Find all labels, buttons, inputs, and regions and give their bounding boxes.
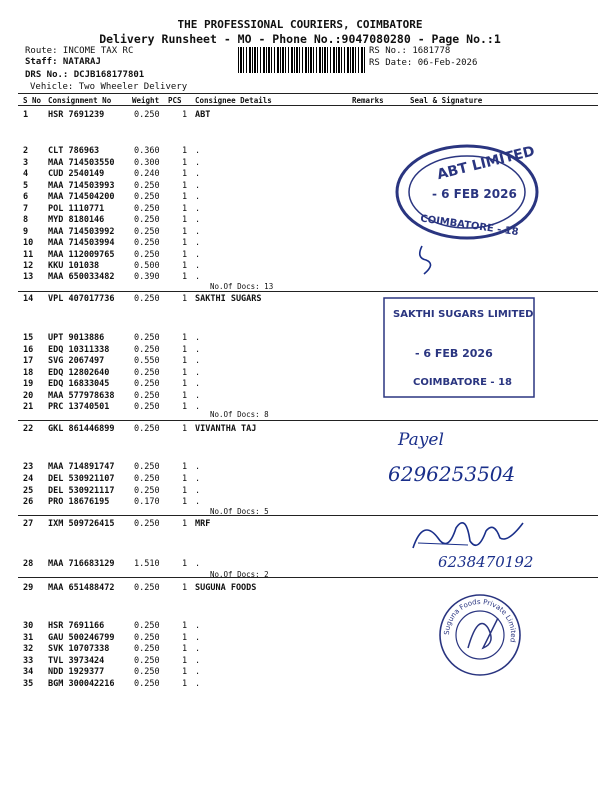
row-pcs: 1 [182,250,188,260]
row-weight: 0.250 [134,204,160,214]
row-consignment-no: DEL 530921117 [48,486,115,496]
row-consignment-no: MAA 714503550 [48,158,115,168]
row-consignment-no: KKU 101038 [48,261,100,271]
row-consignment-no: MAA 714503993 [48,181,115,191]
suguna-seal-ring-text: Suguna Foods Private Limited [442,597,518,643]
doc-count: No.Of Docs: 5 [210,507,269,516]
row-weight: 0.250 [134,192,160,202]
row-pcs: 1 [182,204,188,214]
row-consignment-no: MAA 714504200 [48,192,115,202]
row-pcs: 1 [182,192,188,202]
row-consignment-no: MAA 112009765 [48,250,115,260]
abt-stamp-name: ABT LIMITED [435,143,537,184]
row-weight: 0.250 [134,294,160,304]
row-pcs: 1 [182,559,188,569]
row-sno: 14 [23,294,34,304]
row-consignee: . [195,486,201,496]
row-consignee: . [195,667,201,677]
row-sno: 16 [23,345,34,355]
row-pcs: 1 [182,294,188,304]
row-weight: 0.360 [134,146,160,156]
row-sno: 28 [23,559,34,569]
row-consignment-no: CUD 2540149 [48,169,105,179]
row-weight: 0.250 [134,667,160,677]
handwritten-phone-mrf: 6238470192 [438,553,534,571]
row-weight: 0.550 [134,356,160,366]
row-weight: 0.250 [134,368,160,378]
col-sno: S No [23,96,42,105]
row-sno: 2 [23,146,29,156]
row-pcs: 1 [182,169,188,179]
row-weight: 0.250 [134,227,160,237]
col-seal: Seal & Signature [410,96,483,105]
row-pcs: 1 [182,621,188,631]
row-consignment-no: DEL 530921107 [48,474,115,484]
header-rule-top [18,93,598,94]
row-consignee: VIVANTHA TAJ [195,424,257,434]
row-consignment-no: MAA 716683129 [48,559,115,569]
row-consignment-no: EDQ 16833045 [48,379,110,389]
sakthi-sugars-stamp [383,297,535,398]
row-consignee: ABT [195,110,211,120]
row-consignment-no: MAA 650033482 [48,272,115,282]
row-consignee: . [195,379,201,389]
col-consignee: Consignee Details [195,96,272,105]
row-pcs: 1 [182,583,188,593]
col-weight: Weight [132,96,160,105]
row-pcs: 1 [182,215,188,225]
row-consignee: . [195,679,201,689]
sakthi-stamp-city: COIMBATORE - 18 [413,377,512,388]
row-consignee: . [195,169,201,179]
vehicle-label: Vehicle: Two Wheeler Delivery [30,82,188,92]
row-consignment-no: NDD 1929377 [48,667,105,677]
row-weight: 0.250 [134,519,160,529]
row-pcs: 1 [182,227,188,237]
row-pcs: 1 [182,158,188,168]
row-pcs: 1 [182,333,188,343]
row-pcs: 1 [182,345,188,355]
row-weight: 0.250 [134,379,160,389]
row-sno: 10 [23,238,34,248]
row-pcs: 1 [182,519,188,529]
row-consignment-no: MAA 577978638 [48,391,115,401]
col-pcs: PCS [168,96,182,105]
row-sno: 15 [23,333,34,343]
row-sno: 8 [23,215,29,225]
row-weight: 0.250 [134,424,160,434]
row-consignment-no: GAU 500246799 [48,633,115,643]
row-sno: 20 [23,391,34,401]
row-consignee: . [195,146,201,156]
row-pcs: 1 [182,272,188,282]
rs-number: RS No.: 1681778 [369,46,451,56]
row-sno: 7 [23,204,29,214]
row-weight: 0.250 [134,474,160,484]
row-weight: 0.250 [134,486,160,496]
row-sno: 18 [23,368,34,378]
row-sno: 35 [23,679,34,689]
row-consignee: . [195,158,201,168]
row-consignment-no: UPT 9013886 [48,333,105,343]
sakthi-stamp-date: - 6 FEB 2026 [415,347,493,360]
col-consignment: Consignment No [48,96,112,105]
doc-count: No.Of Docs: 2 [210,570,269,579]
row-pcs: 1 [182,462,188,472]
abt-stamp-city: COIMBATORE - 18 [419,213,520,239]
row-sno: 21 [23,402,34,412]
runsheet-title: THE PROFESSIONAL COURIERS, COIMBATORE [177,18,423,31]
row-sno: 11 [23,250,34,260]
row-consignee: . [195,261,201,271]
row-consignee: . [195,181,201,191]
row-weight: 0.250 [134,110,160,120]
row-consignee: . [195,215,201,225]
barcode [238,47,366,73]
row-weight: 0.250 [134,633,160,643]
row-pcs: 1 [182,181,188,191]
row-consignment-no: BGM 300042216 [48,679,115,689]
row-sno: 5 [23,181,29,191]
row-pcs: 1 [182,356,188,366]
row-consignee: . [195,356,201,366]
row-weight: 0.170 [134,497,160,507]
row-pcs: 1 [182,474,188,484]
row-weight: 0.250 [134,402,160,412]
row-pcs: 1 [182,679,188,689]
row-sno: 33 [23,656,34,666]
row-pcs: 1 [182,238,188,248]
doc-count: No.Of Docs: 13 [210,282,274,291]
row-sno: 24 [23,474,34,484]
row-consignee: . [195,656,201,666]
row-weight: 0.240 [134,169,160,179]
row-consignee: . [195,345,201,355]
row-consignment-no: SVG 2067497 [48,356,105,366]
row-sno: 23 [23,462,34,472]
row-weight: 0.250 [134,621,160,631]
row-weight: 0.250 [134,345,160,355]
staff-label: Staff: NATARAJ [25,57,101,67]
row-consignment-no: GKL 861446899 [48,424,115,434]
row-consignment-no: MAA 651488472 [48,583,115,593]
row-weight: 0.250 [134,391,160,401]
drs-number: DRS No.: DCJB168177801 [25,70,145,80]
row-pcs: 1 [182,110,188,120]
row-consignee: . [195,391,201,401]
row-pcs: 1 [182,644,188,654]
row-consignment-no: PRO 18676195 [48,497,110,507]
row-sno: 19 [23,379,34,389]
row-pcs: 1 [182,497,188,507]
row-consignment-no: MAA 714891747 [48,462,115,472]
row-consignment-no: CLT 786963 [48,146,100,156]
row-sno: 25 [23,486,34,496]
row-pcs: 1 [182,379,188,389]
row-consignee: . [195,333,201,343]
row-consignment-no: TVL 3973424 [48,656,105,666]
row-pcs: 1 [182,633,188,643]
rs-date: RS Date: 06-Feb-2026 [369,58,478,68]
row-consignment-no: POL 1110771 [48,204,105,214]
signature-mark-abt [414,240,454,280]
row-weight: 0.250 [134,583,160,593]
row-consignee: . [195,644,201,654]
row-consignee: . [195,192,201,202]
row-weight: 0.300 [134,158,160,168]
row-consignee: . [195,227,201,237]
row-consignee: SAKTHI SUGARS [195,294,262,304]
row-consignment-no: MAA 714503994 [48,238,115,248]
row-consignment-no: MAA 714503992 [48,227,115,237]
handwritten-name: Payel [398,430,444,450]
row-sno: 31 [23,633,34,643]
row-weight: 0.250 [134,215,160,225]
row-pcs: 1 [182,486,188,496]
row-pcs: 1 [182,424,188,434]
row-consignee: . [195,474,201,484]
row-consignment-no: MYD 8180146 [48,215,105,225]
doc-count: No.Of Docs: 8 [210,410,269,419]
row-pcs: 1 [182,391,188,401]
signature-mrf [408,513,528,558]
row-sno: 30 [23,621,34,631]
row-weight: 0.250 [134,656,160,666]
col-remarks: Remarks [352,96,384,105]
row-weight: 0.250 [134,462,160,472]
row-consignment-no: SVK 10707338 [48,644,110,654]
row-weight: 0.390 [134,272,160,282]
row-consignee: . [195,497,201,507]
row-pcs: 1 [182,261,188,271]
row-consignment-no: HSR 7691166 [48,621,105,631]
row-sno: 13 [23,272,34,282]
row-sno: 17 [23,356,34,366]
row-sno: 6 [23,192,29,202]
row-consignee: . [195,250,201,260]
row-consignment-no: EDQ 10311338 [48,345,110,355]
row-pcs: 1 [182,402,188,412]
row-weight: 0.250 [134,679,160,689]
row-weight: 0.500 [134,261,160,271]
row-consignee: SUGUNA FOODS [195,583,257,593]
row-consignment-no: EDQ 12802640 [48,368,110,378]
row-consignee: . [195,559,201,569]
sakthi-stamp-name: SAKTHI SUGARS LIMITED [393,309,534,320]
header-rule-bottom [18,105,598,106]
row-consignee: . [195,272,201,282]
row-consignee: . [195,621,201,631]
row-consignee: MRF [195,519,211,529]
row-sno: 34 [23,667,34,677]
row-sno: 22 [23,424,34,434]
row-sno: 9 [23,227,29,237]
row-consignee: . [195,368,201,378]
row-consignment-no: HSR 7691239 [48,110,105,120]
row-sno: 26 [23,497,34,507]
row-pcs: 1 [182,656,188,666]
abt-limited-stamp [392,140,542,245]
row-weight: 0.250 [134,250,160,260]
runsheet-subtitle: Delivery Runsheet - MO - Phone No.:9047080280 - Page No.:1 [99,32,501,46]
row-sno: 29 [23,583,34,593]
row-consignment-no: PRC 13740501 [48,402,110,412]
row-weight: 0.250 [134,333,160,343]
group-separator [18,291,598,292]
row-weight: 0.250 [134,644,160,654]
abt-stamp-date: - 6 FEB 2026 [432,187,517,201]
row-consignment-no: VPL 407017736 [48,294,115,304]
row-sno: 32 [23,644,34,654]
row-weight: 0.250 [134,238,160,248]
row-consignee: . [195,238,201,248]
row-sno: 1 [23,110,29,120]
handwritten-phone-vivantha: 6296253504 [388,462,516,486]
row-consignee: . [195,462,201,472]
group-separator [18,420,598,421]
row-sno: 12 [23,261,34,271]
row-pcs: 1 [182,146,188,156]
row-pcs: 1 [182,368,188,378]
row-sno: 4 [23,169,29,179]
row-weight: 1.510 [134,559,160,569]
row-weight: 0.250 [134,181,160,191]
suguna-foods-seal [438,593,522,677]
group-separator [18,577,598,578]
row-consignee: . [195,402,201,412]
route-label: Route: INCOME TAX RC [25,46,134,56]
row-pcs: 1 [182,667,188,677]
row-sno: 3 [23,158,29,168]
row-consignee: . [195,633,201,643]
row-consignment-no: IXM 509726415 [48,519,115,529]
row-sno: 27 [23,519,34,529]
row-consignee: . [195,204,201,214]
